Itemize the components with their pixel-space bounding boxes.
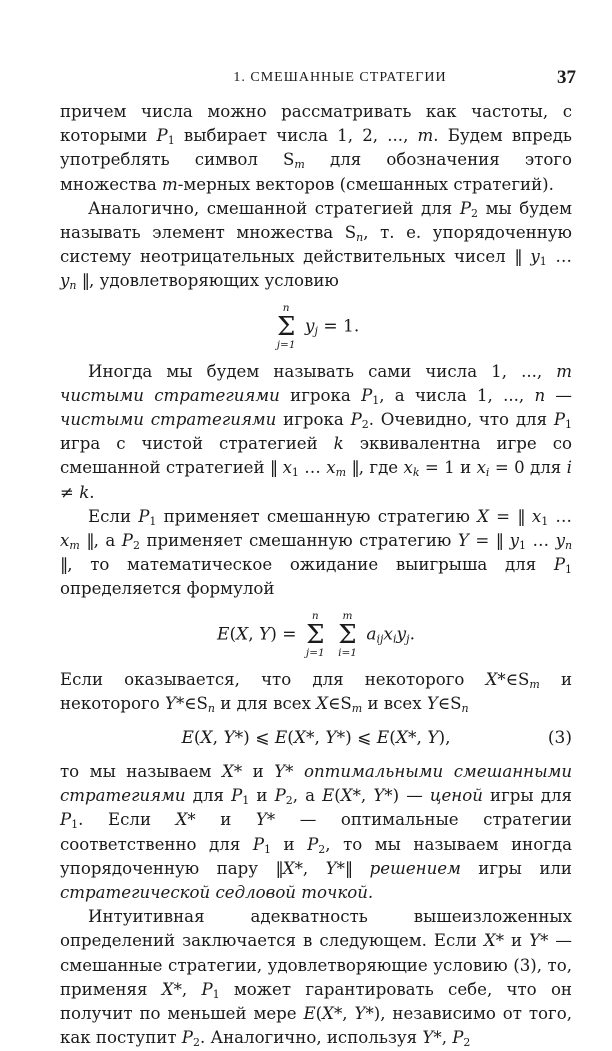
text: и некоторого	[60, 669, 572, 713]
text: Интуитивная адекватность вышеизложенных определений заключается в следующем. Если	[60, 907, 572, 951]
text: игры для	[490, 786, 572, 806]
text: применяет смешанную стратегию	[163, 506, 470, 526]
text: , где	[358, 458, 399, 478]
text: ,	[441, 1028, 447, 1048]
text: и	[256, 786, 268, 806]
paragraph-3: Иногда мы будем называть сами числа 1, ..., m чистыми стратегиями игрока $P_1$, а числа 1, ..., n — чистыми стратегиями игрока $P_2$. Очевидно, что для $P_1$ игра с чистой стратегией k эквивалентна игре со смешанной стратегией ‖ $x_1$ … $x_m$ ‖, где $x_k = 1$ и $x_i = 0$ для i ≠ k.	[60, 361, 573, 502]
text: и	[511, 931, 523, 951]
text: . Аналогично, используя	[199, 1028, 418, 1048]
text: . Будем впредь употреблять символ S	[60, 126, 572, 170]
text: , то математическое ожидание выигрыша для	[67, 555, 537, 575]
text: и	[460, 458, 472, 478]
italic-term: — чистыми стратегиями	[60, 385, 573, 430]
text: определяется формулой	[60, 579, 275, 599]
text: Аналогично, смешанной стратегией для	[88, 198, 453, 218]
text: и	[283, 834, 295, 854]
text: , то мы называем иногда упорядоченную пару	[60, 834, 573, 878]
text: игрока	[290, 385, 351, 405]
formula-sum-y: n Σ j=1 $y_j = 1$.	[276, 301, 360, 351]
equation-number: (3)	[547, 728, 572, 749]
text: и	[220, 810, 232, 830]
text: , т. е. упорядоченную систему неотрицательных действительных чисел	[60, 223, 572, 267]
italic-term: оптимальными смешанными стратегиями	[60, 762, 573, 806]
text: . Очевидно, что для	[368, 410, 548, 430]
italic-term: решением	[369, 858, 461, 878]
text: выбирает числа 1, 2, ...,	[183, 126, 409, 146]
text: игрока	[283, 410, 344, 430]
page-number: 37	[557, 67, 576, 88]
text: , а	[292, 786, 316, 806]
text: и для всех	[220, 693, 311, 713]
chapter-title: 1. СМЕШАННЫЕ СТРАТЕГИИ	[233, 70, 447, 85]
text: мы будем называть элемент множества S	[60, 198, 572, 243]
text: — смешанные стратегии, удовлетворяющие условию (3), то, применяя	[60, 931, 572, 999]
text: применяет смешанную стратегию	[146, 531, 452, 551]
italic-term: стратегической седловой точкой.	[60, 883, 374, 903]
text: и всех	[367, 693, 422, 713]
text: — оптимальные стратегии соответственно для	[60, 810, 572, 854]
italic-term: — ценой	[406, 786, 483, 806]
text: , удовлетворяющих условию	[89, 271, 339, 291]
text: , независимо от того, как поступит	[60, 1004, 572, 1048]
text: -мерных векторов (смешанных стратегий).	[177, 174, 554, 194]
paragraph-5: Если оказывается, что для некоторого $X*\in S_m$ и некоторого $Y*\in S_n$ и для всех $X\in S_m$ и всех $Y\in S_n$	[60, 669, 572, 715]
paragraph-6: то мы называем X* и Y* оптимальными смешанными стратегиями для $P_1$ и $P_2$, а E(X*, Y*) — ценой игры для $P_1$. Если X* и Y* — оптимальные стратегии соответственно для $P_1$ и $P_2$, то мы называем иногда упорядоченную пару ‖X*, Y*‖ решением игры или стратегической седловой точкой.	[60, 762, 573, 903]
text: эквивалентна игре со смешанной стратегией	[60, 434, 572, 478]
formula-expectation: E(X, Y) = n Σ j=1 m Σ i=1 $a_{ij}x_iy_j$.	[217, 609, 415, 659]
text: для обозначения этого множества	[60, 150, 572, 194]
text: и	[252, 762, 264, 782]
paragraph-2: Аналогично, смешанной стратегией для $P_2$ мы будем называть элемент множества $S_n$, т. е. упорядоченную систему неотрицательных действительных чисел ‖ $y_1$ … $y_n$ ‖, удовлетворяющих условию	[60, 198, 573, 293]
text: то мы называем	[60, 762, 212, 782]
text: , а числа 1, ...,	[379, 385, 525, 405]
text: для	[530, 458, 562, 478]
text: игра с чистой стратегией	[60, 434, 318, 454]
text: причем числа можно рассматривать как частоты, с которыми	[60, 102, 572, 146]
text: для	[192, 786, 224, 806]
text: . Если	[78, 810, 152, 830]
formula-saddle-point: E(X, Y*) ⩽ E(X*, Y*) ⩽ E(X*, Y), (3)	[60, 724, 572, 752]
text: Иногда мы будем называть сами числа 1, ...,	[88, 361, 543, 381]
text: игры или	[478, 858, 572, 878]
page-body	[60, 100, 572, 1051]
italic-term: чистыми стратегиями	[60, 385, 280, 405]
running-header	[60, 67, 578, 88]
text: может гарантировать себе, что он получит по меньшей мере	[60, 979, 572, 1024]
paragraph-1: причем числа можно рассматривать как частоты, с которыми $P_1$ выбирает числа 1, 2, ..., m. Будем впредь употреблять символ $S_m$ для обозначения этого множества m-мерных векторов (смешанных стратегий).	[60, 102, 572, 194]
text: , а	[93, 531, 116, 551]
text: Если оказывается, что для некоторого	[60, 669, 465, 689]
paragraph-7: Интуитивная адекватность вышеизложенных определений заключается в следующем. Если X* и Y* — смешанные стратегии, удовлетворяющие условию (3), то, применяя X*, $P_1$ может гарантировать себе, что он получит по меньшей мере E(X*, Y*), независимо от того, как поступит $P_2$. Аналогично, используя Y*, $P_2$	[60, 907, 572, 1050]
text: Если	[88, 506, 132, 526]
paragraph-4: Если $P_1$ применяет смешанную стратегию X = ‖ $x_1$ … $x_m$ ‖, а $P_2$ применяет смешанную стратегию Y = ‖ $y_1$ … $y_n$ ‖, то математическое ожидание выигрыша для $P_1$ определяется формулой	[60, 506, 573, 599]
